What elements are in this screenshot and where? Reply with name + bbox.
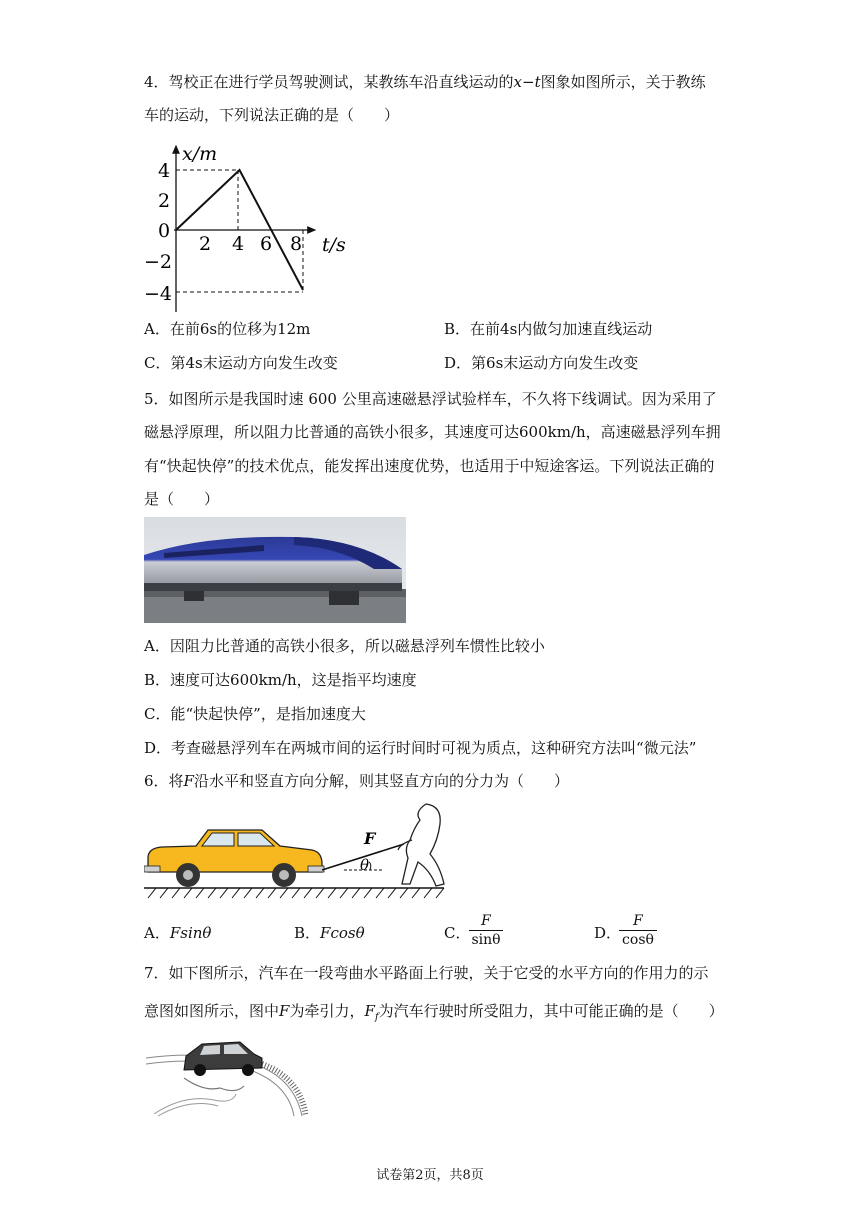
q6-option-b-label: B． — [294, 924, 321, 942]
q5-option-a[interactable]: A．因阻力比普通的高铁小很多，所以磁悬浮列车惯性比较小 — [144, 637, 545, 655]
y-tick-2: 2 — [158, 190, 171, 212]
q6-stem-text-b: 沿水平和竖直方向分解，则其竖直方向的分力为（ ） — [193, 772, 569, 790]
q7-stem-text-c: 为汽车行驶时所受阻力，其中可能正确的是（ ） — [378, 1002, 724, 1020]
q6-option-a[interactable] — [144, 923, 211, 943]
q5-option-c[interactable]: C．能“快起快停”，是指加速度大 — [144, 705, 366, 723]
q4-stem-text-b: 图象如图所示，关于教练 — [540, 73, 706, 91]
q6-stem — [144, 771, 569, 791]
q6-stem-variable: F — [183, 772, 194, 790]
q6-option-b-value: Fcosθ — [320, 924, 365, 942]
q5-stem-line2: 磁悬浮原理，所以阻力比普通的高铁小很多，其速度可达600km/h，高速磁悬浮列车拥 — [144, 423, 721, 441]
q4-xt-graph — [140, 140, 370, 315]
q7-stem-F: F — [279, 1002, 290, 1020]
q6-option-c-denominator: sinθ — [471, 932, 501, 948]
y-tick-4: 4 — [158, 160, 171, 182]
y-tick-0: 0 — [158, 220, 171, 242]
q6-option-a-value: Fsinθ — [169, 924, 212, 942]
x-tick-8: 8 — [290, 233, 303, 255]
q6-car-pull-figure — [144, 800, 450, 902]
q6-option-d-label[interactable]: D． — [594, 924, 622, 942]
q4-option-d[interactable]: D．第6s末运动方向发生改变 — [444, 354, 639, 372]
y-tick-neg2: −2 — [144, 251, 173, 273]
q6-option-b[interactable] — [294, 923, 365, 943]
page-footer: 试卷第2页，共8页 — [376, 1168, 484, 1183]
q6-option-d-denominator: cosθ — [622, 932, 654, 948]
q4-option-b[interactable]: B．在前4s内做匀加速直线运动 — [444, 320, 653, 338]
maglev-train-photo — [144, 517, 406, 623]
q6-option-d-fraction[interactable] — [619, 913, 657, 949]
q5-stem-line4: 是（ ） — [144, 490, 220, 508]
q7-stem-Ff: F — [364, 1002, 375, 1020]
x-tick-4: 4 — [232, 233, 245, 255]
q7-stem-text-b: 为牵引力， — [289, 1002, 365, 1020]
q6-option-a-label: A． — [144, 924, 170, 942]
y-tick-neg4: −4 — [144, 283, 173, 305]
force-label-F: F — [364, 829, 376, 848]
q4-stem-variable: x−t — [513, 73, 541, 91]
q7-stem-text-a: 意图如图所示，图中 — [144, 1002, 280, 1020]
q4-option-c[interactable]: C．第4s末运动方向发生改变 — [144, 354, 338, 372]
q5-option-d[interactable]: D．考查磁悬浮列车在两城市间的运行时间时可视为质点，这种研究方法叫“微元法” — [144, 739, 697, 757]
q7-stem-line1: 7．如下图所示，汽车在一段弯曲水平路面上行驶，关于它受的水平方向的作用力的示 — [144, 964, 709, 982]
x-tick-2: 2 — [199, 233, 212, 255]
x-axis-label: t/s — [322, 234, 346, 256]
q6-option-c-fraction[interactable] — [469, 913, 503, 949]
q7-stem-f-subscript: f — [374, 1012, 379, 1023]
angle-label-theta: θ — [360, 856, 370, 874]
q4-stem-line1 — [144, 72, 706, 92]
q4-stem-line2: 车的运动，下列说法正确的是（ ） — [144, 106, 400, 124]
q7-stem-line2 — [144, 1001, 724, 1028]
q4-stem-text-a: 4．驾校正在进行学员驾驶测试，某教练车沿直线运动的 — [144, 73, 514, 91]
q6-option-c-label[interactable]: C． — [444, 924, 471, 942]
q5-stem-line3: 有“快起快停”的技术优点，能发挥出速度优势，也适用于中短途客运。下列说法正确的 — [144, 457, 715, 475]
q5-stem-line1: 5．如图所示是我国时速 600 公里高速磁悬浮试验样车，不久将下线调试。因为采用了 — [144, 390, 717, 408]
q4-option-a[interactable]: A．在前6s的位移为12m — [144, 320, 311, 338]
q6-option-d-numerator: F — [619, 913, 657, 931]
q5-option-b[interactable]: B．速度可达600km/h，这是指平均速度 — [144, 671, 417, 689]
q7-curved-road-car-figure — [144, 1034, 308, 1118]
q6-option-c-numerator: F — [469, 913, 503, 931]
q6-stem-text-a: 6．将 — [144, 772, 184, 790]
y-axis-label: x/m — [182, 143, 218, 165]
x-tick-6: 6 — [260, 233, 273, 255]
